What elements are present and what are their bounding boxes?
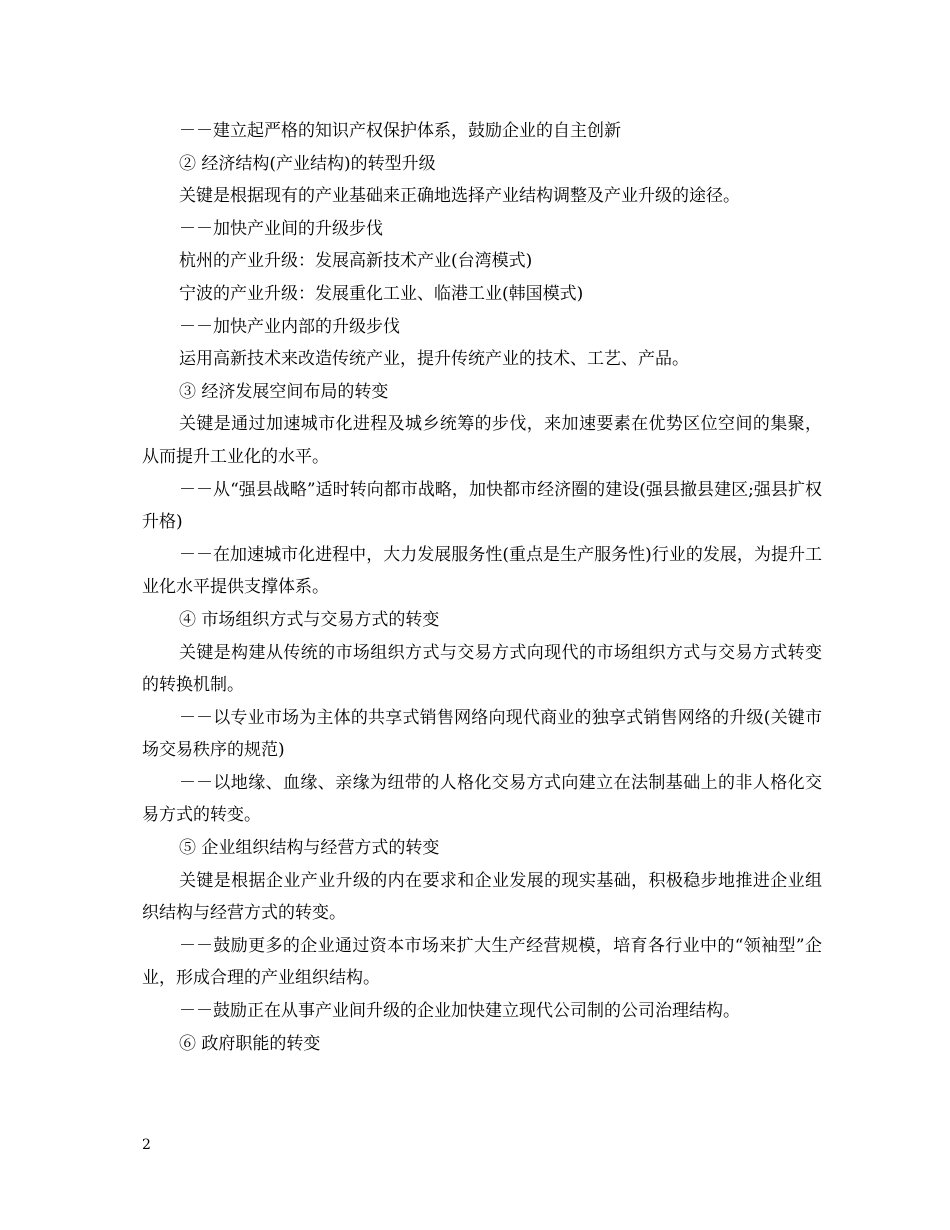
paragraph: 关键是根据现有的产业基础来正确地选择产业结构调整及产业升级的途径。 bbox=[179, 186, 740, 207]
page-number: 2 bbox=[142, 1137, 151, 1153]
paragraph: －－建立起严格的知识产权保护体系，鼓励企业的自主创新 bbox=[179, 121, 621, 141]
paragraph: 杭州的产业升级：发展高新技术产业(台湾模式) bbox=[179, 251, 533, 272]
paragraph: －－加快产业间的升级步伐 bbox=[179, 218, 383, 239]
paragraph: 宁波的产业升级：发展重化工业、临港工业(韩国模式) bbox=[179, 283, 584, 304]
paragraph: 关键是根据企业产业升级的内在要求和企业发展的现实基础，积极稳步地推进企业组织结构与经营方式的转变。 bbox=[142, 870, 822, 924]
section-heading: ② 经济结构(产业结构)的转型升级 bbox=[179, 153, 436, 174]
paragraph: －－从“强县战略”适时转向都市战略，加快都市经济圈的建设(强县撤县建区;强县扩权升格) bbox=[142, 479, 822, 533]
section-heading: ③ 经济发展空间布局的转变 bbox=[179, 381, 389, 402]
paragraph: 关键是构建从传统的市场组织方式与交易方式向现代的市场组织方式与交易方式转变的转换机制。 bbox=[142, 642, 822, 696]
paragraph: －－加快产业内部的升级步伐 bbox=[179, 316, 400, 337]
section-heading: ⑥ 政府职能的转变 bbox=[179, 1033, 321, 1054]
document-body bbox=[142, 115, 822, 1060]
paragraph: 运用高新技术来改造传统产业，提升传统产业的技术、工艺、产品。 bbox=[179, 349, 689, 370]
paragraph: －－鼓励更多的企业通过资本市场来扩大生产经营规模，培育各行业中的“领袖型”企业，形成合理的产业组织结构。 bbox=[142, 935, 822, 989]
section-heading: ⑤ 企业组织结构与经营方式的转变 bbox=[179, 838, 440, 859]
paragraph: －－在加速城市化进程中，大力发展服务性(重点是生产服务性)行业的发展，为提升工业化水平提供支撑体系。 bbox=[142, 544, 822, 598]
paragraph: －－以地缘、血缘、亲缘为纽带的人格化交易方式向建立在法制基础上的非人格化交易方式的转变。 bbox=[142, 772, 822, 826]
paragraph: －－鼓励正在从事产业间升级的企业加快建立现代公司制的公司治理结构。 bbox=[179, 1001, 740, 1022]
section-heading: ④ 市场组织方式与交易方式的转变 bbox=[179, 609, 440, 630]
paragraph: 关键是通过加速城市化进程及城乡统筹的步伐，来加速要素在优势区位空间的集聚，从而提升工业化的水平。 bbox=[142, 414, 822, 467]
paragraph: －－以专业市场为主体的共享式销售网络向现代商业的独享式销售网络的升级(关键市场交易秩序的规范) bbox=[142, 707, 822, 761]
